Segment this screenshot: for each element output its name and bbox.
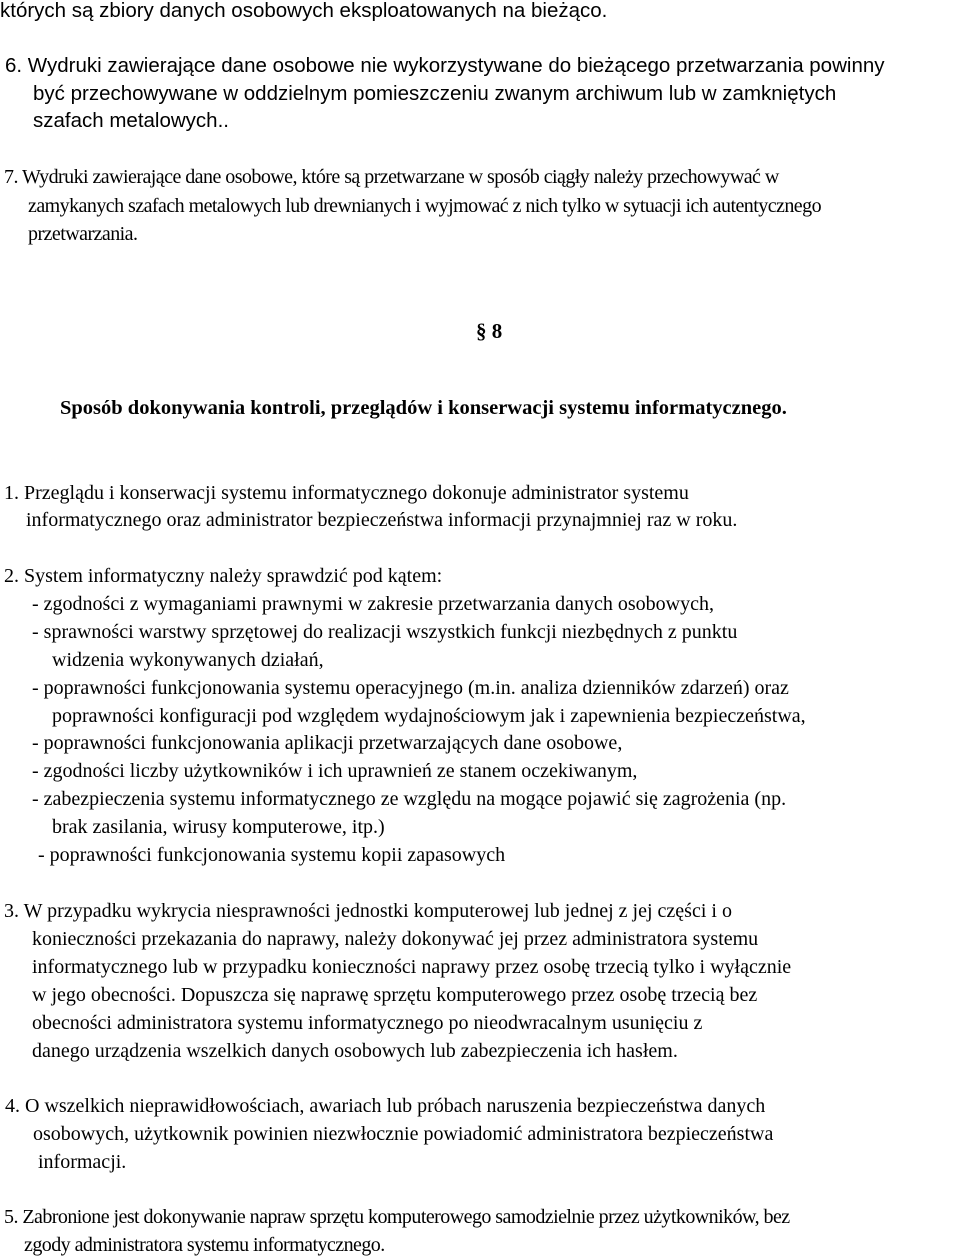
text-line: przetwarzania. (28, 223, 138, 245)
section-symbol: § 8 (476, 319, 503, 343)
text-line: poprawności konfiguracji pod względem wydajnościowym jak i zapewnienia bezpieczeństwa, (52, 705, 806, 727)
check-item: - zabezpieczenia systemu informatycznego ze względu na mogące pojawić się zagrożenia (np. (32, 788, 787, 810)
text-line: których są zbiory danych osobowych eksploatowanych na bieżąco. (0, 0, 608, 22)
text-line: informacji. (38, 1151, 127, 1173)
text-line: informatycznego lub w przypadku konieczności naprawy przez osobę trzecią tylko i wyłącznie (32, 956, 792, 978)
list-item-1: 1. Przeglądu i konserwacji systemu informatycznego dokonuje administrator systemu (4, 482, 689, 504)
text-line: danego urządzenia wszelkich danych osobowych lub zabezpieczenia ich hasłem. (32, 1040, 678, 1062)
list-item-3: 3. W przypadku wykrycia niesprawności jednostki komputerowej lub jednej z jej części i o (4, 900, 732, 922)
check-item: - sprawności warstwy sprzętowej do realizacji wszystkich funkcji niezbędnych z punktu (32, 621, 738, 643)
text-line: informatycznego oraz administrator bezpieczeństwa informacji przynajmniej raz w roku. (26, 509, 738, 531)
text-line: brak zasilania, wirusy komputerowe, itp.) (52, 816, 385, 838)
text-line: zamykanych szafach metalowych lub drewnianych i wyjmować z nich tylko w sytuacji ich autentycznego (28, 195, 822, 217)
text-line: obecności administratora systemu informatycznego po nieodwracalnym usunięciu z (32, 1012, 703, 1034)
text-line: być przechowywane w oddzielnym pomieszczeniu zwanym archiwum lub w zamkniętych (33, 82, 837, 105)
check-item: - zgodności z wymaganiami prawnymi w zakresie przetwarzania danych osobowych, (32, 593, 714, 615)
text-line: szafach metalowych.. (33, 109, 229, 132)
check-item: - zgodności liczby użytkowników i ich uprawnień ze stanem oczekiwanym, (32, 760, 638, 782)
check-item: - poprawności funkcjonowania systemu operacyjnego (m.in. analiza dzienników zdarzeń) oraz (32, 677, 789, 699)
list-item-4: 4. O wszelkich nieprawidłowościach, awariach lub próbach naruszenia bezpieczeństwa danych (5, 1095, 766, 1117)
check-item: - poprawności funkcjonowania systemu kopii zapasowych (38, 844, 506, 866)
section-title: Sposób dokonywania kontroli, przeglądów i konserwacji systemu informatycznego. (60, 397, 787, 419)
list-item-5: 5. Zabronione jest dokonywanie napraw sprzętu komputerowego samodzielnie przez użytkowników, bez (4, 1206, 790, 1228)
text-line: w jego obecności. Dopuszcza się naprawę sprzętu komputerowego przez osobę trzecią bez (32, 984, 758, 1006)
check-item: - poprawności funkcjonowania aplikacji przetwarzających dane osobowe, (32, 732, 623, 754)
list-item-7: 7. Wydruki zawierające dane osobowe, które są przetwarzane w sposób ciągły należy przechowywać w (4, 166, 779, 188)
text-line: konieczności przekazania do naprawy, należy dokonywać jej przez administratora systemu (32, 928, 759, 950)
list-item-2: 2. System informatyczny należy sprawdzić pod kątem: (4, 565, 443, 587)
text-line: osobowych, użytkownik powinien niezwłocznie powiadomić administratora bezpieczeństwa (33, 1123, 774, 1145)
text-line: widzenia wykonywanych działań, (52, 649, 324, 671)
text-line: zgody administratora systemu informatycznego. (24, 1234, 385, 1256)
list-item-6: 6. Wydruki zawierające dane osobowe nie wykorzystywane do bieżącego przetwarzania powinny (5, 54, 885, 77)
